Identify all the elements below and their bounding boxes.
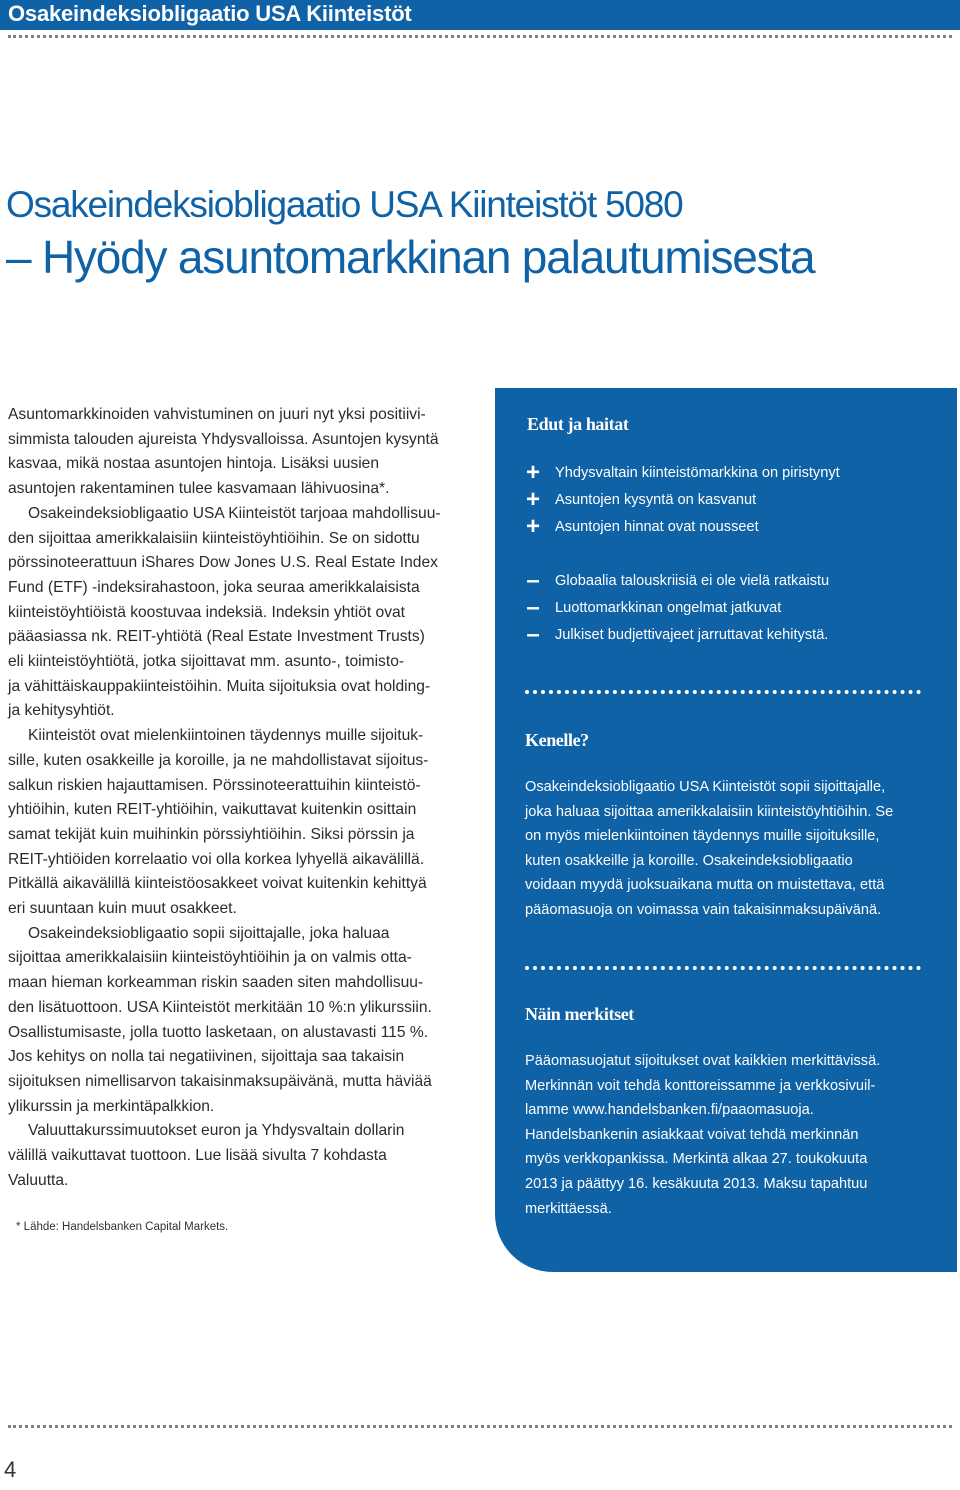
text-line: pääasiassa nk. REIT-yhtiötä (Real Estate Investment Trusts) — [8, 628, 425, 646]
text-line: voidaan myydä juoksuaikana mutta on muistettava, että — [525, 877, 885, 894]
text-line: samat tekijät kuin muihinkin pörssiyhtiöihin. Siksi pörssin ja — [8, 825, 415, 843]
text-line: Valuutta. — [8, 1171, 69, 1189]
plus-icon: + — [525, 486, 540, 513]
text-line: eri suuntaan kuin muut osakkeet. — [8, 900, 237, 918]
plus-icon: + — [525, 513, 540, 540]
text-line: Osakeindeksiobligaatio sopii sijoittajalle, joka haluaa — [28, 924, 390, 942]
text-line: kiinteistöyhtiöistä koostuvaa indeksiä. Indeksin yhtiöt ovat — [8, 603, 405, 621]
text-line: ylikurssin ja merkintäpalkkion. — [8, 1097, 215, 1115]
text-line: REIT-yhtiöiden korrelaatio voi olla korkea lyhyellä aikavälillä. — [8, 850, 425, 868]
merkitset-text — [525, 1049, 935, 1221]
text-line: Merkinnän voit tehdä konttoreissamme ja verkkosivuil- — [525, 1077, 876, 1094]
paragraph-index — [8, 502, 448, 724]
text-line: on myös mielenkiintoinen täydennys muille sijoituksille, — [525, 828, 880, 845]
text-line: kasvaa, mikä nostaa asuntojen hintoja. Lisäksi uusien — [8, 455, 380, 473]
plus-icon: + — [525, 459, 540, 486]
pro-item-label: Asuntojen hinnat ovat nousseet — [555, 519, 759, 535]
con-item-label: Globaalia talouskriisiä ei ole vielä ratkaistu — [555, 573, 830, 589]
page-title — [6, 183, 956, 285]
text-line: sijoittaa amerikkalaisiin kiinteistöyhtiöihin ja on valmis otta- — [8, 949, 412, 967]
pros-cons-heading: Edut ja haitat — [527, 414, 629, 434]
info-panel — [495, 388, 957, 1272]
header-divider — [8, 35, 952, 38]
text-line: Osakeindeksiobligaatio USA Kiinteistöt tarjoaa mahdollisuu- — [28, 504, 441, 522]
text-line: Valuuttakurssimuutokset euron ja Yhdysvaltain dollarin — [28, 1122, 405, 1140]
header-title: Osakeindeksiobligaatio USA Kiinteistöt — [8, 1, 412, 26]
text-line: Osakeindeksiobligaatio USA Kiinteistöt sopii sijoittajalle, — [525, 779, 886, 795]
minus-icon: – — [526, 567, 540, 594]
merkitset-heading: Näin merkitset — [525, 1004, 634, 1024]
footer-divider — [8, 1425, 952, 1428]
text-line: sille, kuten osakkeille ja koroille, ja ne mahdollistavat sijoitus- — [8, 751, 429, 769]
paragraph-suitability — [8, 922, 448, 1120]
paragraph-intro — [8, 403, 448, 502]
panel-divider — [525, 690, 921, 694]
text-line: pääomasuoja on voimassa vain takaisinmaksupäivänä. — [525, 901, 882, 918]
text-line: myös verkkopankissa. Merkintä alkaa 27. toukokuuta — [525, 1151, 868, 1168]
text-line: Fund (ETF) -indeksirahastoon, joka seuraa amerikkalaisista — [8, 578, 420, 596]
body-text — [8, 403, 448, 1194]
text-line: sijoituksen nimellisarvon takaisinmaksupäivänä, mutta häviää — [8, 1072, 432, 1090]
text-line: yhtiöihin, kuten REIT-yhtiöihin, vaikuttavat kuitenkin osittain — [8, 801, 417, 819]
minus-icon: – — [526, 621, 540, 648]
footnote: * Lähde: Handelsbanken Capital Markets. — [16, 1221, 229, 1233]
text-line: Jos kehitys on nolla tai negatiivinen, sijoittaja saa takaisin — [8, 1048, 405, 1066]
page-title-line-1: Osakeindeksiobligaatio USA Kiinteistöt 5080 — [6, 184, 683, 225]
pro-item-label: Yhdysvaltain kiinteistömarkkina on piristynyt — [555, 465, 840, 481]
con-item-label: Julkiset budjettivajeet jarruttavat kehitystä. — [555, 627, 829, 643]
pro-item-label: Asuntojen kysyntä on kasvanut — [555, 492, 757, 508]
text-line: kuten osakkeille ja koroille. Osakeindeksiobligaatio — [525, 852, 853, 869]
text-line: ja kehitysyhtiöt. — [8, 702, 115, 720]
text-line: den lisätuottoon. USA Kiinteistöt merkitään 10 %:n ylikurssiin. — [8, 998, 432, 1016]
paragraph-currency — [8, 1119, 448, 1193]
text-line: maan hieman korkeamman riskin saaden siten mahdollisuu- — [8, 974, 424, 992]
text-line: ja vähittäiskauppakiinteistöihin. Muita sijoituksia ovat holding- — [8, 677, 431, 695]
kenelle-text — [525, 775, 935, 923]
page-number: 4 — [4, 1457, 17, 1482]
panel-divider — [525, 966, 921, 970]
kenelle-heading: Kenelle? — [525, 730, 589, 750]
text-line: lamme www.handelsbanken.fi/paaomasuoja. — [525, 1102, 814, 1119]
text-line: pörssinoteerattuun iShares Dow Jones U.S. Real Estate Index — [8, 554, 438, 572]
minus-icon: – — [526, 594, 540, 621]
text-line: Kiinteistöt ovat mielenkiintoinen täydennys muille sijoituk- — [28, 727, 424, 745]
text-line: Asuntomarkkinoiden vahvistuminen on juuri nyt yksi positiivi- — [8, 406, 426, 423]
text-line: salkun riskien hajauttamisen. Pörssinoteerattuihin kiinteistö- — [8, 776, 421, 794]
text-line: merkittäessä. — [525, 1200, 612, 1217]
header-bar — [0, 0, 960, 30]
text-line: eli kiinteistöyhtiötä, jotka sijoittavat mm. asunto-, toimisto- — [8, 653, 405, 671]
con-item-label: Luottomarkkinan ongelmat jatkuvat — [555, 600, 782, 616]
text-line: den sijoittaa amerikkalaisiin kiinteistöyhtiöihin. Se on sidottu — [8, 529, 420, 547]
text-line: asuntojen rakentaminen tulee kasvamaan lähivuosina*. — [8, 480, 390, 498]
text-line: joka haluaa sijoittaa amerikkalaisiin kiinteistöyhtiöihin. Se — [525, 803, 894, 820]
text-line: Pääomasuojatut sijoitukset ovat kaikkien merkittävissä. — [525, 1053, 881, 1069]
text-line: Handelsbankenin asiakkaat voivat tehdä merkinnän — [525, 1126, 859, 1143]
text-line: 2013 ja päättyy 16. kesäkuuta 2013. Maksu tapahtuu — [525, 1175, 868, 1192]
text-line: välillä vaikuttavat tuottoon. Lue lisää sivulta 7 kohdasta — [8, 1147, 387, 1165]
text-line: simmista talouden ajureista Yhdysvalloissa. Asuntojen kysyntä — [8, 430, 439, 448]
page-title-line-2: – Hyödy asuntomarkkinan palautumisesta — [6, 231, 815, 283]
paragraph-diversification — [8, 724, 448, 922]
text-line: Pitkällä aikavälillä kiinteistöosakkeet voivat kuitenkin kehittyä — [8, 875, 427, 893]
text-line: Osallistumisaste, jolla tuotto lasketaan, on alustavasti 115 %. — [8, 1023, 429, 1041]
